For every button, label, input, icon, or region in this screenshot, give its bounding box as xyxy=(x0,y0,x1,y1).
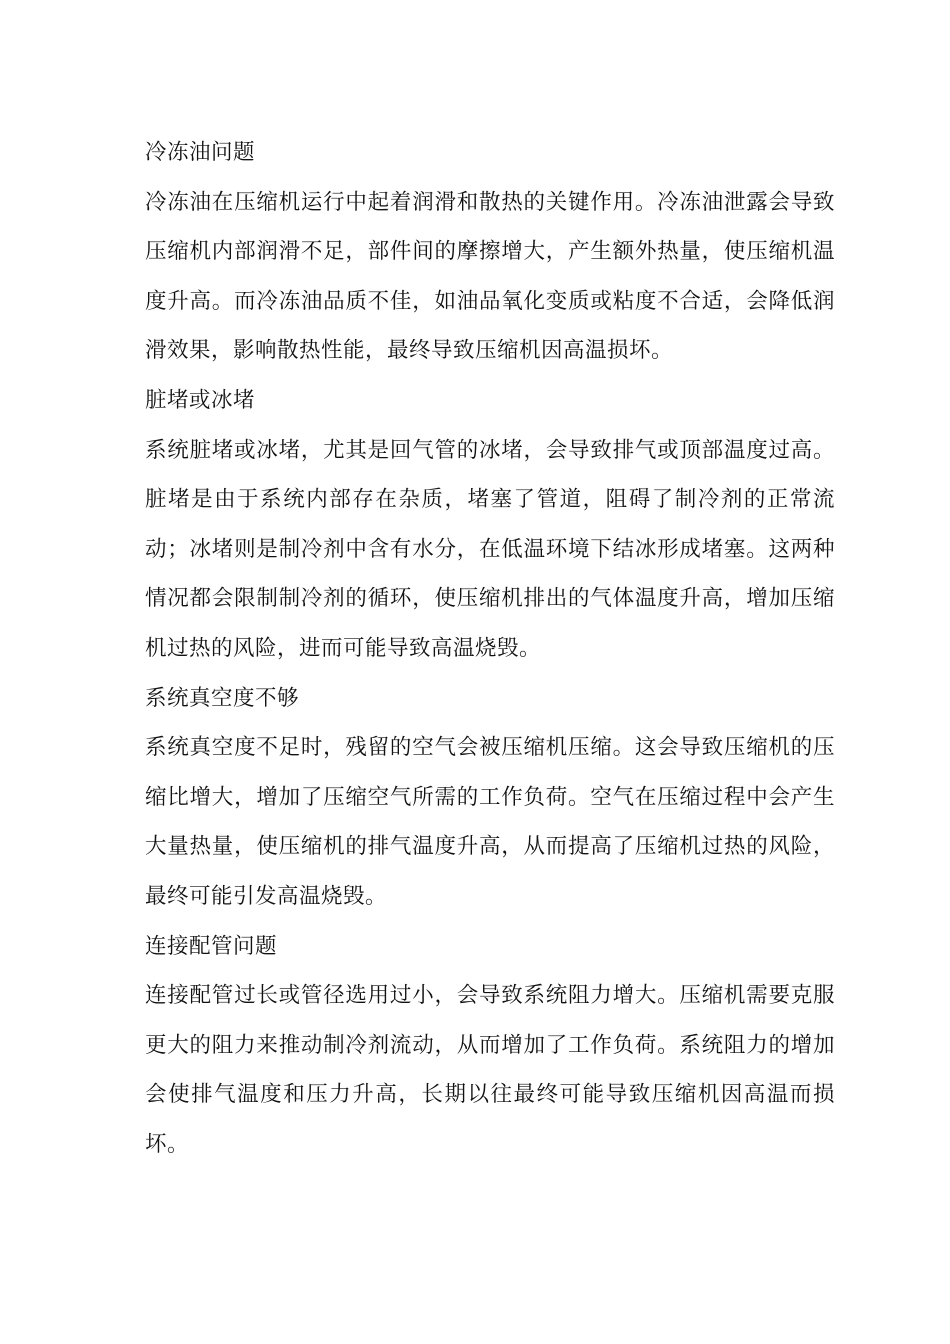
section-body-blockage: 系统脏堵或冰堵，尤其是回气管的冰堵，会导致排气或顶部温度过高。脏堵是由于系统内部存在杂质，堵塞了管道，阻碍了制冷剂的正常流动；冰堵则是制冷剂中含有水分，在低温环境下结冰形成堵塞。这两种情况都会限制制冷剂的循环，使压缩机排出的气体温度升高，增加压缩机过热的风险，进而可能导致高温烧毁。 xyxy=(145,437,835,661)
section-heading-piping: 连接配管问题 xyxy=(145,933,278,959)
section-heading-frozen-oil: 冷冻油问题 xyxy=(145,140,256,165)
section-heading-vacuum: 系统真空度不够 xyxy=(145,685,300,711)
section-body-frozen-oil: 冷冻油在压缩机运行中起着润滑和散热的关键作用。冷冻油泄露会导致压缩机内部润滑不足，部件间的摩擦增大，产生额外热量，使压缩机温度升高。而冷冻油品质不佳，如油品氧化变质或粘度不合适，会降低润滑效果，影响散热性能，最终导致压缩机因高温损坏。 xyxy=(145,189,835,364)
section-body-vacuum: 系统真空度不足时，残留的空气会被压缩机压缩。这会导致压缩机的压缩比增大，增加了压缩空气所需的工作负荷。空气在压缩过程中会产生大量热量，使压缩机的排气温度升高，从而提高了压缩机过热的风险，最终可能引发高温烧毁。 xyxy=(145,735,835,909)
section-body-piping: 连接配管过长或管径选用过小，会导致系统阻力增大。压缩机需要克服更大的阻力来推动制冷剂流动，从而增加了工作负荷。系统阻力的增加会使排气温度和压力升高，长期以往最终可能导致压缩机因高温而损坏。 xyxy=(145,983,835,1157)
document-content xyxy=(145,128,835,1169)
section-heading-blockage: 脏堵或冰堵 xyxy=(145,387,256,413)
